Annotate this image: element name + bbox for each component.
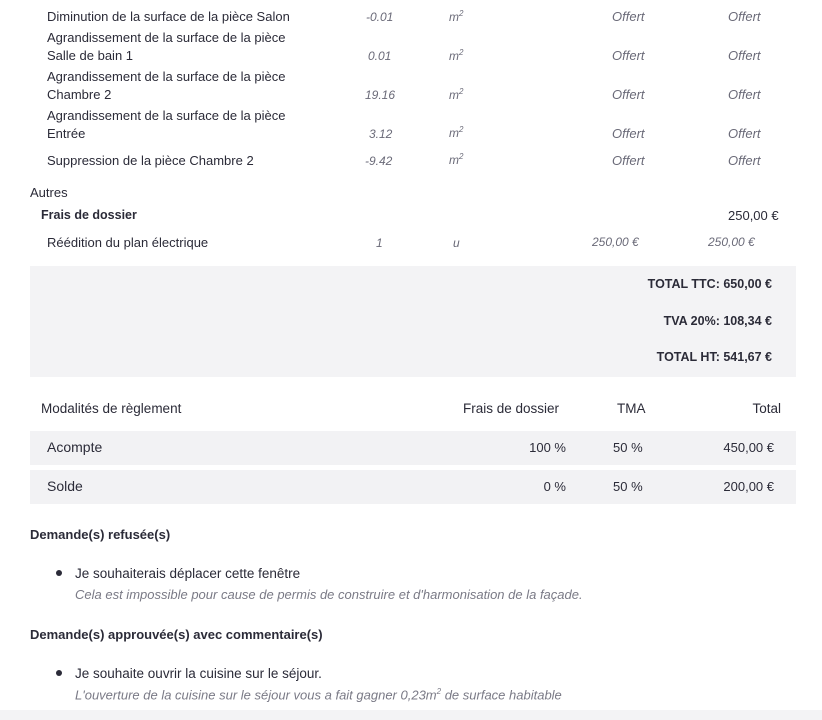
refused-heading: Demande(s) refusée(s) (30, 527, 171, 542)
item-qty: 1 (376, 236, 383, 250)
item-qty: 0.01 (368, 49, 392, 63)
payment-title: Modalités de règlement (41, 401, 182, 416)
item-label: Chambre 2 (47, 87, 112, 102)
bottom-strip (0, 710, 822, 720)
item-total: 250,00 € (708, 235, 755, 249)
bullet-icon (56, 570, 62, 576)
item-label: Diminution de la surface de la pièce Salon (47, 9, 290, 24)
item-label: Salle de bain 1 (47, 48, 134, 63)
item-qty: 19.16 (365, 88, 396, 102)
item-qty: 3.12 (369, 127, 393, 141)
payment-row (30, 431, 796, 465)
payment-header-total: Total (752, 401, 781, 416)
payment-row-tma: 50 % (613, 440, 643, 455)
item-unit: $m^2$ (449, 9, 464, 24)
item-total: Offert (728, 153, 761, 168)
group-total-frais: 250,00 € (728, 208, 779, 223)
approved-item-comment: L'ouverture de la cuisine sur le séjour vous a fait gagner $0,23m^2$ de surface habitable (75, 687, 562, 703)
payment-row-label: Solde (47, 478, 83, 494)
item-unit: $m^2$ (449, 152, 464, 167)
bullet-icon (56, 670, 62, 676)
item-qty: -9.42 (365, 154, 393, 168)
approved-item-text: Je souhaite ouvrir la cuisine sur le séjour. (75, 666, 322, 681)
item-total: Offert (728, 9, 761, 24)
item-label: Réédition du plan électrique (47, 235, 209, 250)
item-total: Offert (728, 87, 761, 102)
item-label: Agrandissement de la surface de la pièce (47, 30, 286, 45)
item-total: Offert (728, 126, 761, 141)
payment-header-tma: TMA (617, 401, 646, 416)
payment-row-frais: 100 % (529, 440, 566, 455)
item-unit-price: Offert (612, 126, 645, 141)
item-label: Entrée (47, 126, 86, 141)
total-ht: TOTAL HT: 541,67 € (656, 350, 772, 364)
item-unit-price: 250,00 € (592, 235, 639, 249)
approved-heading: Demande(s) approuvée(s) avec commentaire(s) (30, 627, 323, 642)
item-label: Suppression de la pièce Chambre 2 (47, 153, 254, 168)
total-tva: TVA 20%: 108,34 € (663, 314, 772, 328)
refused-item-comment: Cela est impossible pour cause de permis de construire et d'harmonisation de la façade. (75, 587, 583, 602)
item-unit-price: Offert (612, 87, 645, 102)
item-unit-price: Offert (612, 153, 645, 168)
item-label: Agrandissement de la surface de la pièce (47, 69, 286, 84)
item-unit-price: Offert (612, 48, 645, 63)
item-unit: u (453, 236, 460, 250)
payment-row-total: 450,00 € (723, 440, 774, 455)
total-ttc: TOTAL TTC: 650,00 € (647, 277, 772, 291)
payment-row (30, 470, 796, 504)
group-label-frais: Frais de dossier (41, 208, 137, 222)
payment-header-frais: Frais de dossier (463, 401, 560, 416)
payment-row-tma: 50 % (613, 479, 643, 494)
item-unit-price: Offert (612, 9, 645, 24)
payment-row-frais: 0 % (543, 479, 566, 494)
refused-item-text: Je souhaiterais déplacer cette fenêtre (75, 566, 301, 581)
item-total: Offert (728, 48, 761, 63)
item-unit: $m^2$ (449, 87, 464, 102)
payment-row-label: Acompte (47, 439, 103, 455)
item-unit: $m^2$ (449, 48, 464, 63)
section-label-autres: Autres (30, 185, 68, 200)
item-label: Agrandissement de la surface de la pièce (47, 108, 286, 123)
payment-row-total: 200,00 € (723, 479, 774, 494)
item-unit: $m^2$ (449, 125, 464, 140)
item-qty: -0.01 (366, 10, 394, 24)
